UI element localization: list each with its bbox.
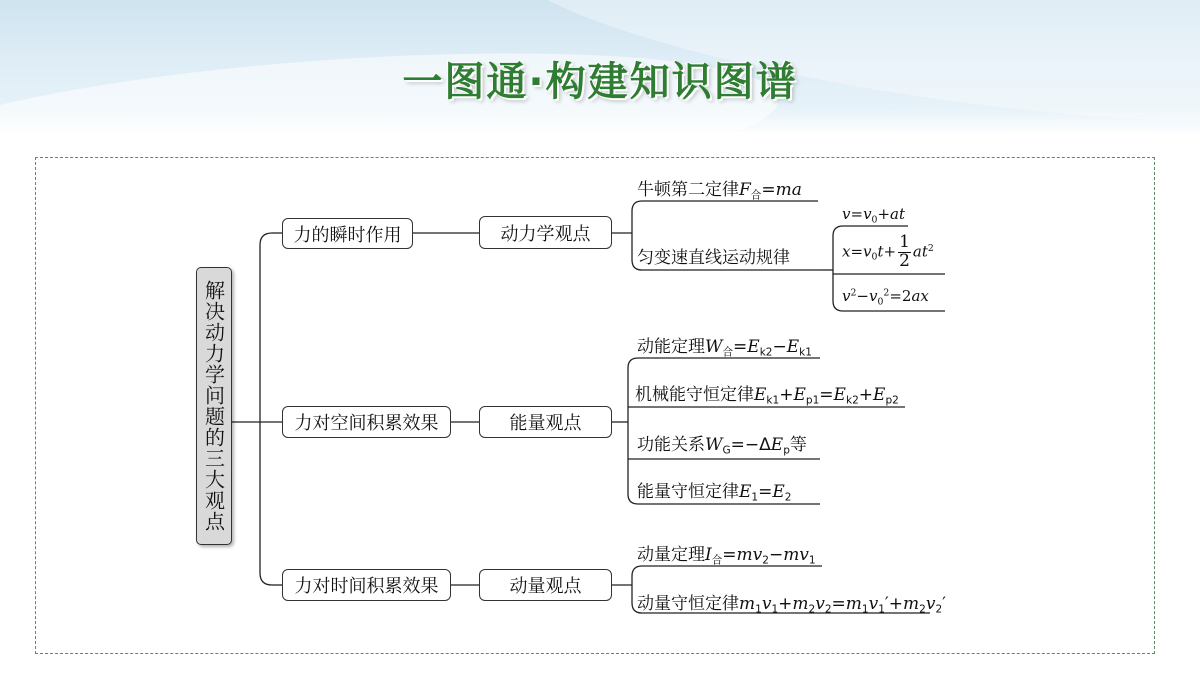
eq-velocity-displacement: $v^2-v_0^2=2ax$ bbox=[842, 287, 929, 308]
root-node: 解决动力学问题的三大观点 bbox=[196, 267, 232, 545]
leaf-mechanical-energy-conservation: 机械能守恒定律$E_{k1}+E_{p1}=E_{k2}+E_{p2}$ bbox=[635, 385, 899, 407]
node-instant-force: 力的瞬时作用 bbox=[282, 218, 413, 249]
node-momentum-view: 动量观点 bbox=[479, 569, 612, 601]
node-energy-view: 能量观点 bbox=[479, 406, 612, 438]
eq-displacement: $x=v_0t+$ $\frac{1}{2}$ $at^2$ bbox=[842, 232, 934, 271]
leaf-momentum-theorem: 动量定理$I_合=mv_2-mv_1$ bbox=[637, 545, 816, 567]
leaf-work-energy-relation: 功能关系$W_G=-\Delta E_p$等 bbox=[637, 435, 807, 457]
node-spatial-accumulation: 力对空间积累效果 bbox=[282, 406, 451, 438]
node-dynamics-view: 动力学观点 bbox=[479, 216, 612, 249]
page-title: 一图通·构建知识图谱 bbox=[402, 59, 798, 105]
eq-velocity: $v=v_0+at$ bbox=[842, 205, 906, 226]
leaf-energy-conservation: 能量守恒定律$E_1=E_2$ bbox=[637, 482, 792, 504]
leaf-momentum-conservation: 动量守恒定律$m_1v_1+m_2v_2=m_1v_1'+m_2v_2'$ bbox=[637, 594, 947, 616]
node-temporal-accumulation: 力对时间积累效果 bbox=[282, 569, 451, 601]
leaf-uniform-acceleration: 匀变速直线运动规律 bbox=[637, 248, 790, 268]
leaf-kinetic-energy-theorem: 动能定理$W_合=E_{k2}-E_{k1}$ bbox=[637, 337, 812, 359]
leaf-newton-second-law: 牛顿第二定律$F_合=ma$ bbox=[637, 180, 802, 202]
